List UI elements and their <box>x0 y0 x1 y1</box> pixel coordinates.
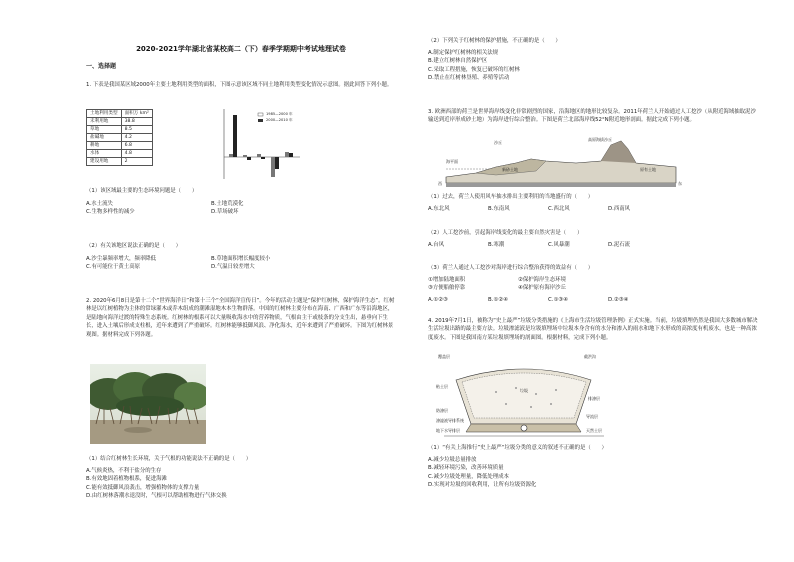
table-row <box>87 126 153 134</box>
q2-sub1: （1）结合红树林生长环境，关于气根的功能说法不正确的是（ ） <box>86 456 252 462</box>
option-c[interactable]: C.减少垃圾处理量，降低处理成本 <box>428 473 509 480</box>
statement-item: ③方便船舶停靠 <box>428 285 466 292</box>
legend-entry: 1985—2000 年 <box>266 112 293 116</box>
table-cell: 2 <box>121 158 152 166</box>
table-header-row <box>87 110 153 118</box>
table-row <box>87 150 153 158</box>
q3-sub3-items <box>428 276 598 293</box>
option-d[interactable]: D.②③④ <box>608 297 629 303</box>
figure-label: 粘土层 <box>436 384 448 389</box>
table-cell: 盐碱地 <box>87 134 122 142</box>
statement-item: ②保护海岸生态环境 <box>518 277 566 283</box>
q3-sub1-options <box>428 205 668 213</box>
q4-stem: 4. 2019年7月1日，被称为“史上最严”垃圾分类措施的《上海市生活垃圾管理条例》正式实施。当前，垃圾填埋仍然是我国大多数城市解决生活垃圾出路的最主要方法。垃圾渗滤液是垃圾填埋场中垃圾本身含有的水分和渗入的雨水和地下水形成的高浓度有机废水，也是一种高浓度废水。下图是我国南方某垃圾填埋场的剖面图。根据材料，完成下列小题。 <box>428 318 758 341</box>
table-header-cell: 面积万 km² <box>121 110 152 118</box>
option-d[interactable]: D.禁止在红树林垦殖、养殖等活动 <box>428 75 510 82</box>
figure-label: 东 <box>678 181 682 186</box>
q3-sub1: （1）过去，荷兰人使用风车抽水排出主要利用的当地盛行的（ ） <box>428 194 594 200</box>
land-use-change-chart <box>196 105 306 185</box>
option-d[interactable]: D.实现对垃圾的回收利用，让所有垃圾资源化 <box>428 482 537 489</box>
q3-sub3: （3）荷兰人通过人工挖沙对海岸进行综合整治获得的效益有（ ） <box>428 265 594 271</box>
q3-sub2: （2）人工挖沙前，引起海岸线变化的最主要自然灾害是（ ） <box>428 230 583 236</box>
landfill-figure <box>436 352 611 440</box>
table-row <box>87 158 153 166</box>
section-heading: 一、选择题 <box>86 63 117 70</box>
figure-label: 排渗层 <box>588 396 600 401</box>
bar <box>229 154 233 157</box>
q1-sub2-options <box>86 255 326 272</box>
legend-entry: 2000—2010 年 <box>266 118 293 122</box>
option-c[interactable]: C.风暴潮 <box>548 242 570 248</box>
figure-label: 地下水导排层 <box>436 428 460 433</box>
figure-label: 垃圾 <box>520 388 528 393</box>
option-b[interactable]: B.草地面积增长幅度较小 <box>211 256 271 262</box>
figure-label: 高原海拔沙丘 <box>588 137 612 142</box>
page-title: 2020-2021学年湖北省某校高二（下）春季学期期中考试地理试卷 <box>136 45 346 53</box>
bar <box>257 154 261 157</box>
table-cell: 4.8 <box>121 150 152 158</box>
q2-stem: 2. 2020年6月8日是第十二个“世界海洋日”和第十三个“全国海洋宣传日”。今年的活动主题是“保护红树林，保护海洋生态”。红树林是以红树植物为主体的常绿灌木或乔木组成的潮滩湿地木本生物群落。中国的红树林主要分布在海南、广西和广东等沿海地区，是陆地向海洋过渡的特殊生态系统。红树林的根系可以大量吸收海水中的营养物质，气根由主干或枝条的分支生出，悬垂向下生长，进入土壤后形成支柱根，近年来遭到了严重破坏。红树林能够抵御风浪、净化海水，近年来遭到了严重破坏。下图为红树林景观图。据材料完成下列各题。 <box>86 298 395 338</box>
table-header-cell: 土地利用类型 <box>87 110 122 118</box>
statement-item: ④保护原有海岸沙丘 <box>518 285 566 292</box>
q2-sub2: （2）下列关于红树林的保护措施，不正确的是（ ） <box>428 38 561 44</box>
bar <box>261 157 265 159</box>
option-a[interactable]: A.气候炎热，不利于盐分的生存 <box>86 468 162 474</box>
figure-label: 海平面 <box>446 159 458 164</box>
figure-label: 天然土层 <box>586 428 602 433</box>
option-a[interactable]: A.台风 <box>428 242 445 248</box>
table-row <box>87 134 153 142</box>
option-d[interactable]: D.由红树林落潮水退没时，气根可以帮助植物进行气体交换 <box>86 493 227 500</box>
table-cell: 8.5 <box>121 126 152 134</box>
figure-label: 西 <box>438 181 442 186</box>
option-b[interactable]: B.①②④ <box>488 297 508 303</box>
option-d[interactable]: D.气温日较差增大 <box>211 264 255 271</box>
option-c[interactable]: C.生物多样性的减少 <box>86 209 135 216</box>
table-cell: 6.8 <box>121 142 152 150</box>
option-d[interactable]: D.西南风 <box>608 206 631 212</box>
option-c[interactable]: C.①③④ <box>548 297 568 303</box>
q1-sub1: （1）该区域最主要的生态环境问题是（ ） <box>86 188 198 194</box>
q3-stem: 3. 欧洲西部的荷兰是世界海岸线变化非常剧烈的国家，沿海地区的地形比较复杂。2011年荷兰人开始通过人工挖沙（从附近海域抽取泥沙输送到近岸形成砂土地）为海岸进行综合整治。下图是荷兰北部海岸线52°N附近地形剖面。据此完成下列小题。 <box>428 109 756 124</box>
bar <box>243 155 247 157</box>
q1-sub1-options <box>86 200 326 217</box>
legend-swatch <box>258 119 263 122</box>
figure-label: 防渗层 <box>436 408 448 413</box>
q3-sub2-options <box>428 241 668 249</box>
table-cell: 草地 <box>87 126 122 134</box>
option-a[interactable]: A.制定保护红树林的相关法规 <box>428 50 498 56</box>
table-cell: 建设用地 <box>87 158 122 166</box>
coast-profile-figure <box>436 137 688 189</box>
option-c[interactable]: C.有可能位于黄土高原 <box>86 264 140 271</box>
option-a[interactable]: A.沙尘暴频率增大，频率降低 <box>86 256 156 262</box>
bar <box>275 157 279 169</box>
q2-sub1-options <box>86 467 386 501</box>
option-d[interactable]: D.草场破坏 <box>211 209 239 216</box>
option-a[interactable]: A.东北风 <box>428 206 450 212</box>
legend-swatch <box>258 113 263 116</box>
option-b[interactable]: B.有效地固着植物根系，促进海滩 <box>86 476 167 483</box>
table-cell: 水体 <box>87 150 122 158</box>
option-b[interactable]: B.东南风 <box>488 206 510 212</box>
figure-label: 沙丘 <box>494 140 502 145</box>
bar <box>247 157 251 160</box>
table-row <box>87 142 153 150</box>
q4-sub1: （1）“有关上海推行”史上最严“垃圾分类的意义的叙述不正确的是（ ） <box>428 445 607 451</box>
land-use-table <box>86 109 153 166</box>
table-cell: 38.8 <box>121 118 152 126</box>
table-cell: 未利用地 <box>87 118 122 126</box>
figure-label: 原有土地 <box>640 167 656 172</box>
option-a[interactable]: A.减少垃圾总量排放 <box>428 457 477 463</box>
q1-sub2: （2）有关该地区说法正确的是（ ） <box>86 243 182 249</box>
figure-label: 新砂土地 <box>502 167 518 172</box>
q4-sub1-options <box>428 456 758 490</box>
mangrove-photo <box>90 364 206 444</box>
option-c[interactable]: C.西北风 <box>548 206 570 212</box>
q1-stem: 1. 下表是我国某区域2000年主要土地利用类型的面积，下图示意该区域不同土地利用类型变化情况示意图。据此回答下列小题。 <box>86 82 393 88</box>
figure-label: 覆盖层 <box>438 354 450 359</box>
option-b[interactable]: B.减轻环境污染，改善环境质量 <box>428 465 504 472</box>
option-c[interactable]: C.采取工程措施，恢复已破坏的红树林 <box>428 66 520 73</box>
q3-sub3-options <box>428 296 668 304</box>
bar <box>289 153 293 157</box>
option-c[interactable]: C.能有效抵御风浪袭击，增强植物体的支撑力量 <box>86 484 200 491</box>
figure-label: 导流层 <box>586 414 598 419</box>
option-a[interactable]: A.①②③ <box>428 297 448 303</box>
q2-sub2-options <box>428 49 758 83</box>
bar <box>285 152 289 157</box>
bar <box>233 115 237 157</box>
bar <box>271 157 275 177</box>
figure-label: 截洪沟 <box>584 354 596 359</box>
table-cell: 4.2 <box>121 134 152 142</box>
option-a[interactable]: A.水土流失 <box>86 201 113 207</box>
table-row <box>87 118 153 126</box>
option-b[interactable]: B.建立红树林自然保护区 <box>428 58 488 65</box>
statement-item: ①增加陆地面积 <box>428 277 466 283</box>
table-cell: 耕地 <box>87 142 122 150</box>
option-d[interactable]: D.泥石流 <box>608 242 631 248</box>
option-b[interactable]: B.寒潮 <box>488 242 505 248</box>
figure-label: 渗滤液导排系统 <box>436 418 464 423</box>
option-b[interactable]: B.土地荒漠化 <box>211 201 244 207</box>
